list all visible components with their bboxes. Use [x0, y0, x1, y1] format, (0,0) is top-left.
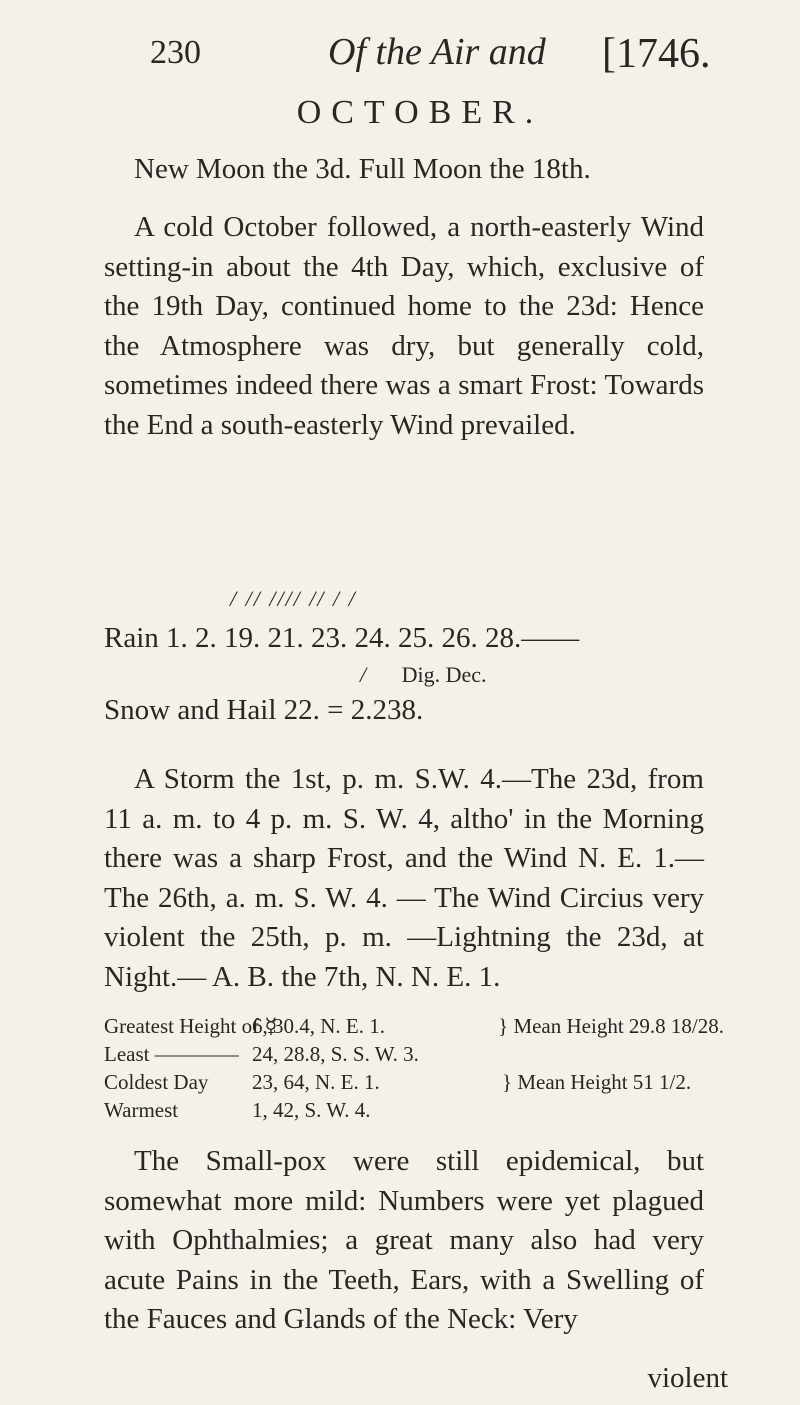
coldest-day-row — [104, 1068, 724, 1096]
mean-height-temperature: } Mean Height 51 1/2. — [502, 1070, 692, 1094]
weather-paragraph — [104, 208, 704, 445]
weather-text: A cold October followed, a north-easterly Wind setting-in about the 4th Day, which, exclusive of the 19th Day, continued home to the 23d: Hence the Atmosphere was dry, but generally cold, sometimes indeed there was a smart Frost: Towards the End a south-easterly Wind prevailed. — [104, 211, 704, 441]
least-height-row — [104, 1040, 724, 1068]
page-number: 230 — [150, 34, 201, 71]
disease-text: The Small-pox were still epidemical, but somewhat more mild: Numbers were yet plagued with Ophthalmies; a great many also had very acute Pains in the Teeth, Ears, with a Swelling of the Fauces and Glands of the Neck: Very — [104, 1145, 704, 1335]
storm-text: A Storm the 1st, p. m. S.W. 4.—The 23d, from 11 a. m. to 4 p. m. S. W. 4, altho' in the Morning there was a sharp Frost, and the Wind N. E. 1.— The 26th, a. m. S. W. 4. — The Wind Circius very violent the 25th, p. m. —Lightning the 23d, at Night.— A. B. the 7th, N. N. E. 1. — [104, 763, 704, 993]
page-header — [150, 14, 770, 77]
coldest-label: Coldest Day — [104, 1070, 209, 1094]
catchword: violent — [647, 1362, 728, 1394]
rain-days: Rain 1. 2. 19. 21. 23. 24. 25. 26. 28.—— — [104, 622, 580, 654]
warmest-day-row — [104, 1096, 724, 1124]
warmest-value: 1, 42, S. W. 4. — [252, 1098, 371, 1122]
snow-annotation — [360, 662, 487, 688]
mean-height-pressure: } Mean Height 29.8 18/28. — [498, 1014, 724, 1038]
snow-mark: / — [360, 662, 367, 687]
greatest-height-row — [104, 1012, 724, 1040]
least-label: Least ———— — [104, 1042, 239, 1066]
year-heading: [1746. — [602, 31, 711, 77]
greatest-value: 6, 30.4, N. E. 1. — [252, 1014, 385, 1038]
barometer-table — [104, 1012, 724, 1124]
coldest-value: 23, 64, N. E. 1. — [252, 1070, 380, 1094]
storm-paragraph — [104, 760, 704, 997]
rain-intensity-marks: / // //// // / / — [230, 586, 357, 611]
snow-hail-line: Snow and Hail 22. = 2.238. — [104, 694, 424, 726]
greatest-label: Greatest Height of ☿ — [104, 1014, 278, 1038]
moon-phases — [104, 150, 704, 190]
least-value: 24, 28.8, S. S. W. 3. — [252, 1042, 419, 1066]
moon-line: New Moon the 3d. Full Moon the 18th. — [134, 153, 591, 185]
digit-decimal-label: Dig. Dec. — [401, 662, 487, 687]
month-heading: OCTOBER. — [296, 94, 544, 131]
warmest-label: Warmest — [104, 1098, 179, 1122]
disease-paragraph — [104, 1142, 704, 1340]
running-title: Of the Air and — [328, 31, 546, 73]
